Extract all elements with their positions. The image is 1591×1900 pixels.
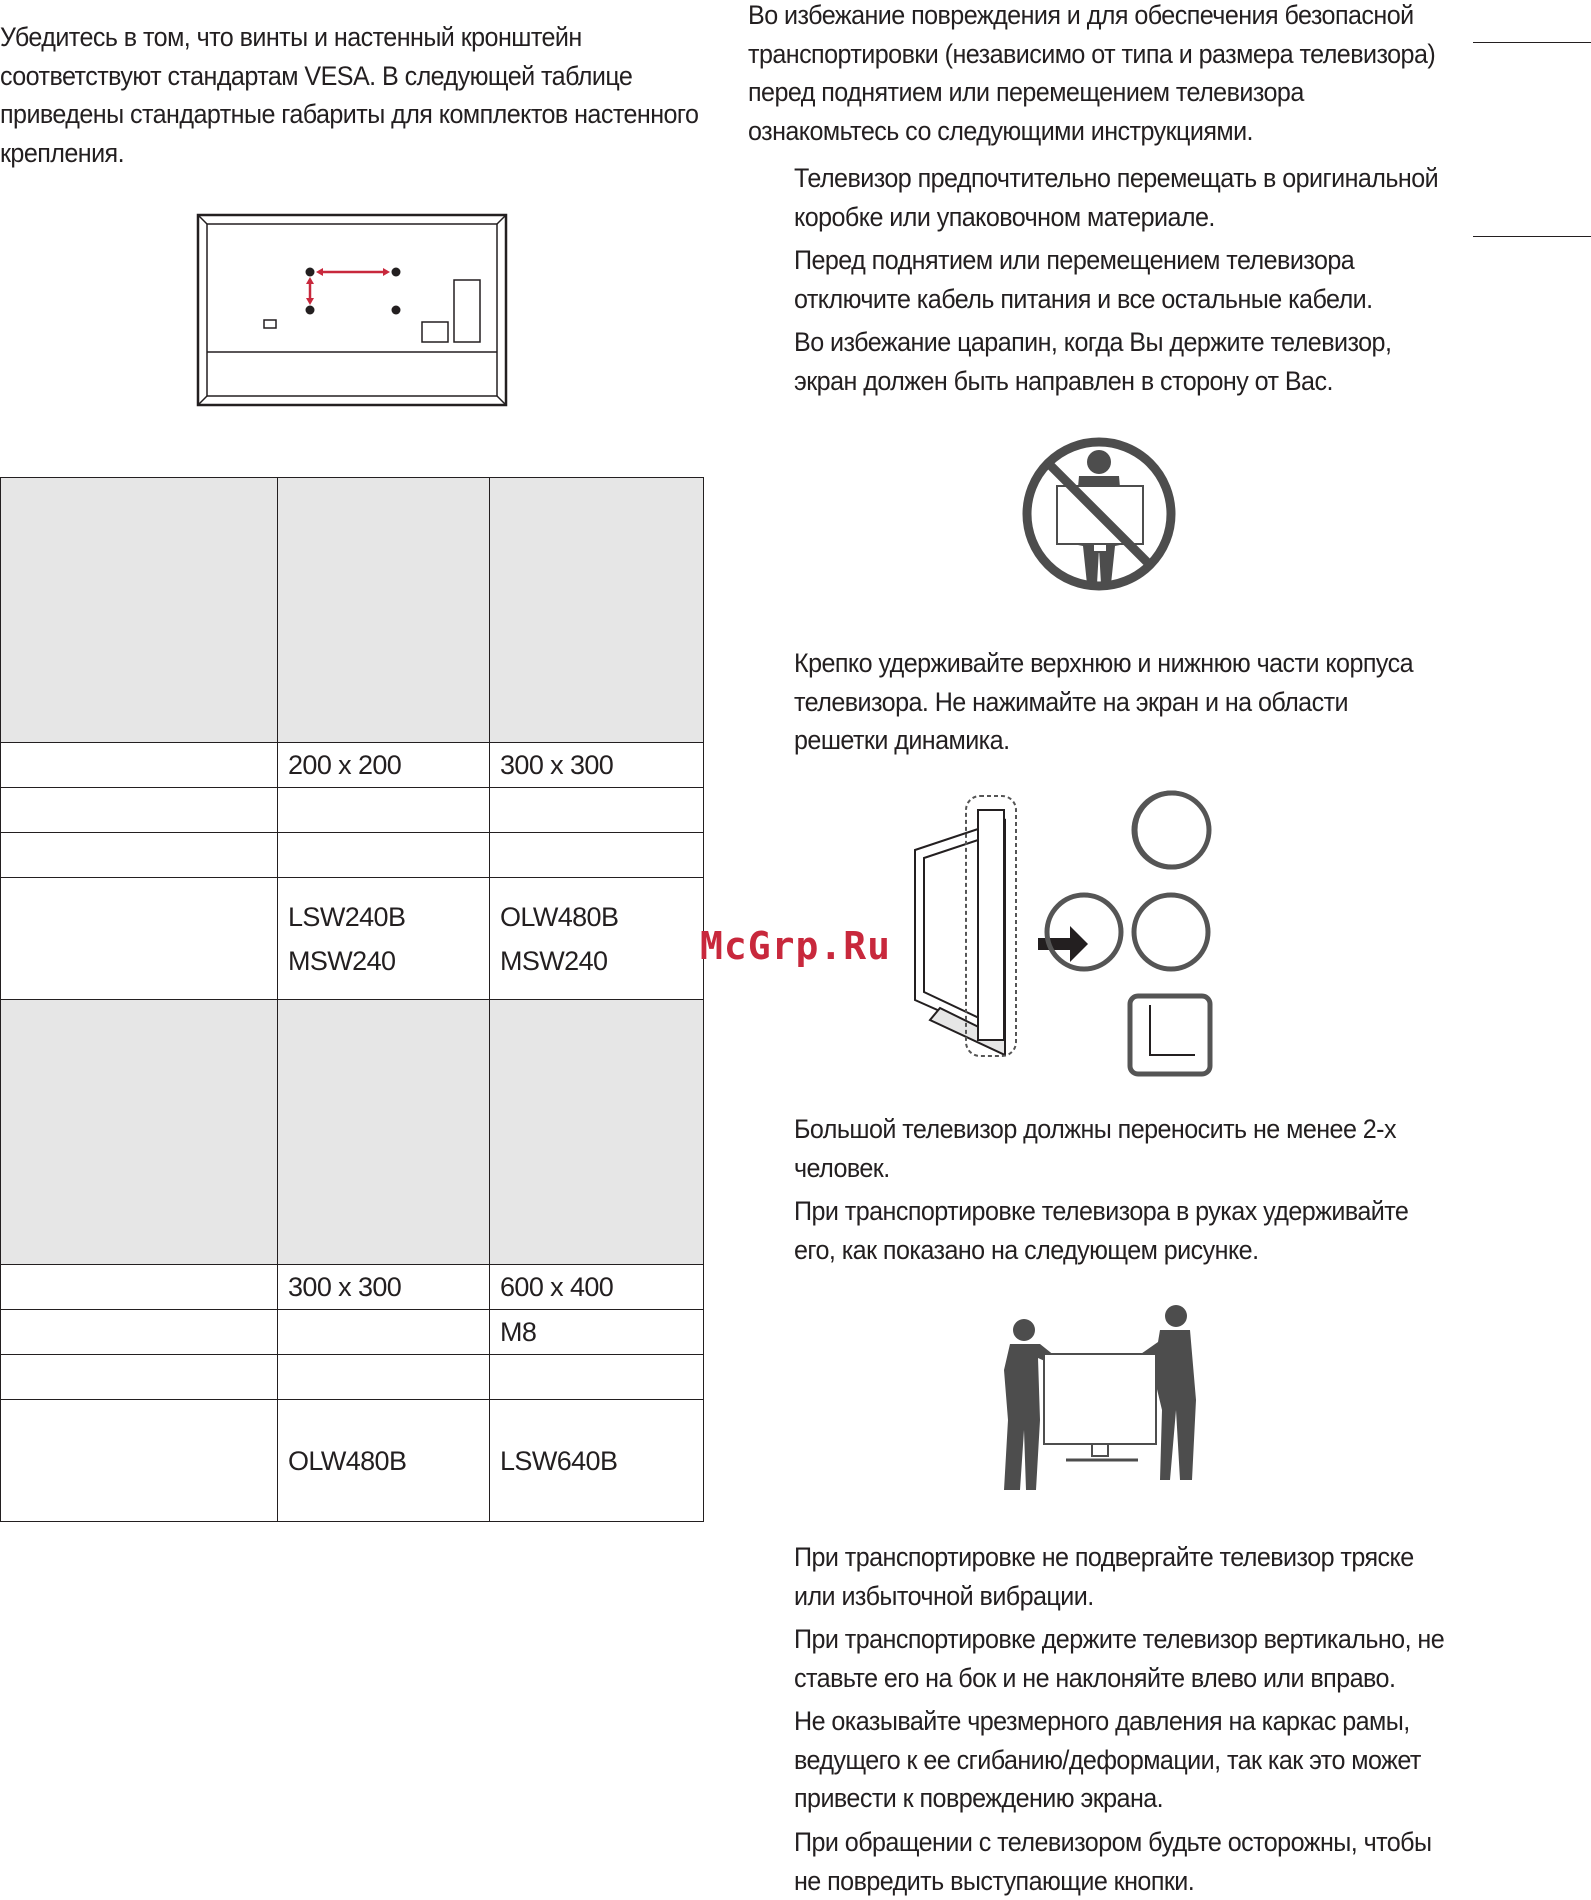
bracket-cell: OLW480B MSW240 — [490, 878, 704, 1000]
instruction-item: При транспортировке не подвергайте телевизор тряске или избыточной вибрации. — [794, 1542, 1414, 1611]
instruction-item: При транспортировке держите телевизор вертикально, не ставьте его на бок и не наклоняйте влево или вправо. — [794, 1624, 1445, 1693]
wall-mount-intro: Убедитесь в том, что винты и настенный кронштейн соответствуют стандартам VESA. В следующей таблице приведены стандартные габариты для комплектов настенного крепления. — [0, 22, 699, 168]
tv-grip-diagram — [910, 790, 1230, 1080]
qty-cell — [278, 1355, 490, 1400]
screw-cell — [490, 788, 704, 833]
table-row — [1, 833, 704, 878]
vesa-spec-table — [0, 477, 704, 1522]
vesa-cell: 600 x 400 — [490, 1265, 704, 1310]
qty-cell — [490, 833, 704, 878]
instruction-item: Перед поднятием или перемещением телевизора отключите кабель питания и все остальные кабели. — [794, 245, 1373, 314]
instruction-item: Не оказывайте чрезмерного давления на каркас рамы, ведущего к ее сгибанию/деформации, так как это может привести к повреждению экрана. — [794, 1706, 1421, 1813]
instruction-item: При обращении с телевизором будьте осторожны, чтобы не повредить выступающие кнопки. — [794, 1827, 1432, 1896]
table-row — [1, 1355, 704, 1400]
watermark: McGrp.Ru — [700, 924, 892, 968]
margin-rule-bottom — [1473, 236, 1591, 237]
screw-cell — [278, 1310, 490, 1355]
table-header-row — [1, 478, 704, 743]
table-row — [1, 743, 704, 788]
transport-intro: Во избежание повреждения и для обеспечения безопасной транспортировки (независимо от типа и размера телевизора) перед поднятием или перемещением телевизора ознакомьтесь со следующими инструкциями. — [748, 0, 1436, 146]
instruction-item: Большой телевизор должны переносить не менее 2-х человек. — [794, 1114, 1396, 1183]
vesa-cell: 200 x 200 — [278, 743, 490, 788]
qty-cell — [278, 833, 490, 878]
table-row — [1, 788, 704, 833]
table-header-row — [1, 1000, 704, 1265]
qty-cell — [490, 1355, 704, 1400]
screw-cell — [278, 788, 490, 833]
vesa-cell: 300 x 300 — [490, 743, 704, 788]
two-person-carry-illustration — [1000, 1300, 1200, 1494]
bracket-cell: OLW480B — [278, 1400, 490, 1522]
bracket-cell: LSW240B MSW240 — [278, 878, 490, 1000]
table-row — [1, 1400, 704, 1522]
table-row — [1, 878, 704, 1000]
screw-cell: M8 — [490, 1310, 704, 1355]
instruction-item: При транспортировке телевизора в руках удерживайте его, как показано на следующем рисунке. — [794, 1196, 1409, 1265]
table-row — [1, 1310, 704, 1355]
instruction-item: Телевизор предпочтительно перемещать в оригинальной коробке или упаковочном материале. — [794, 163, 1439, 232]
vesa-cell: 300 x 300 — [278, 1265, 490, 1310]
bracket-cell: LSW640B — [490, 1400, 704, 1522]
margin-rule-top — [1473, 42, 1591, 43]
tv-back-vesa-diagram — [196, 213, 508, 407]
instruction-item: Во избежание царапин, когда Вы держите телевизор, экран должен быть направлен в сторону от Вас. — [794, 327, 1392, 396]
table-row — [1, 1265, 704, 1310]
instruction-item: Крепко удерживайте верхнюю и нижнюю части корпуса телевизора. Не нажимайте на экран и на области решетки динамика. — [794, 648, 1414, 755]
prohibited-carry-screen-facing-icon — [1019, 434, 1179, 594]
